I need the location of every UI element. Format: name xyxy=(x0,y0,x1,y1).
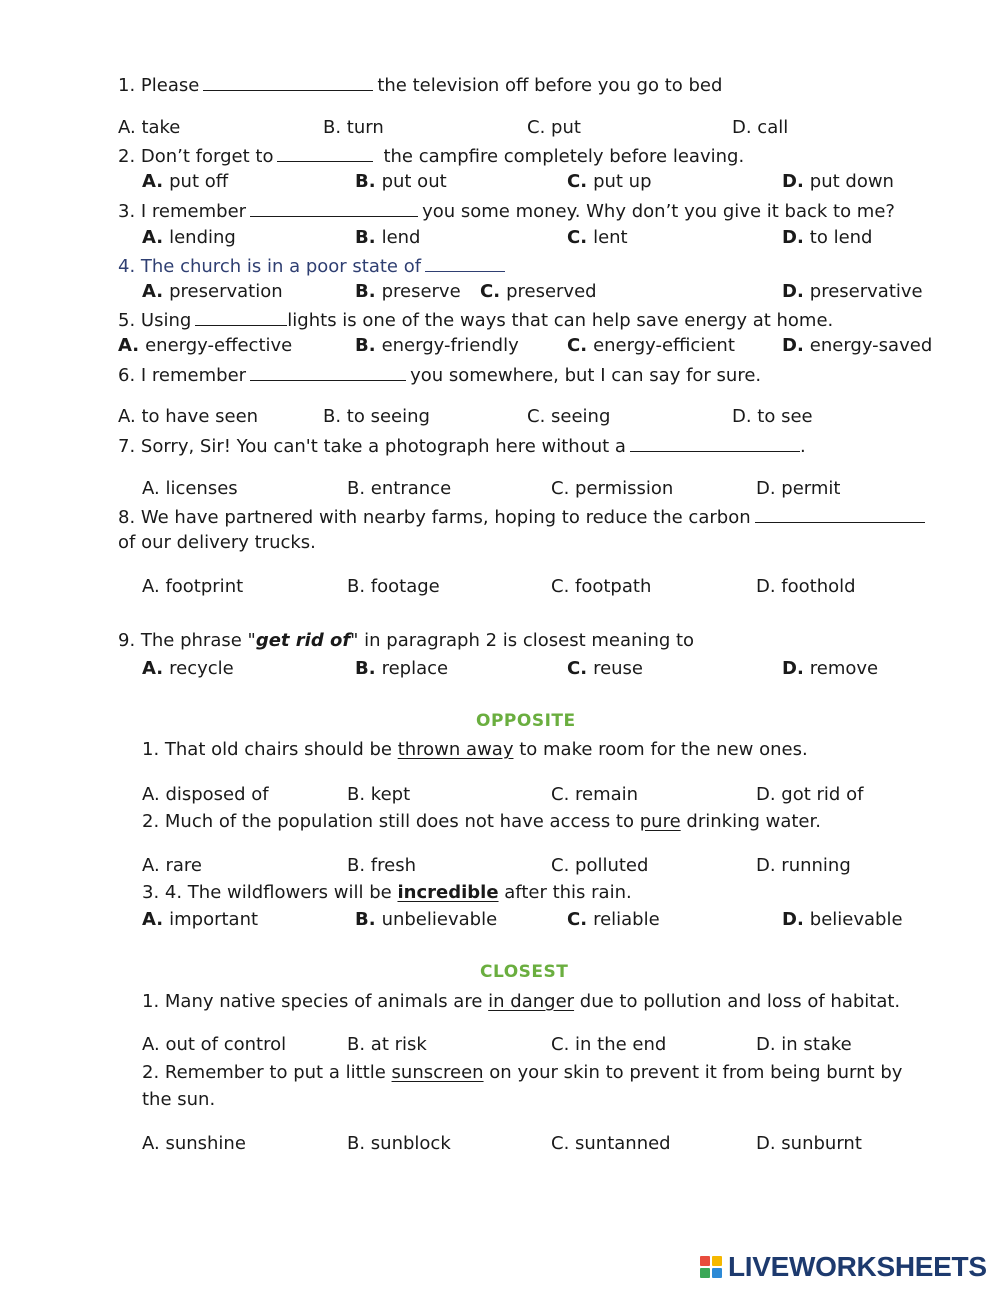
logo-block xyxy=(700,1256,710,1266)
option-a[interactable] xyxy=(142,226,236,250)
option-text: reuse xyxy=(593,658,644,679)
option-letter: A. xyxy=(142,171,164,192)
option-b[interactable]: B. turn xyxy=(323,117,384,138)
closest-question-1 xyxy=(142,990,900,1014)
question-text: 3. 4. The wildflowers will be xyxy=(142,882,392,903)
question-text: 2. Don’t forget to xyxy=(118,146,274,167)
option-b[interactable] xyxy=(355,908,497,932)
option-letter: A. xyxy=(142,281,164,302)
option-text: preserved xyxy=(506,281,597,302)
option-c[interactable] xyxy=(567,657,643,681)
question-text: 9. The phrase " xyxy=(118,630,256,651)
question-text: due to pollution and loss of habitat. xyxy=(579,991,901,1012)
option-d[interactable]: D. foothold xyxy=(756,576,856,597)
option-letter: C. xyxy=(567,227,588,248)
question-text: after this rain. xyxy=(504,882,632,903)
option-letter: B. xyxy=(355,227,376,248)
question-text: " in paragraph 2 is closest meaning to xyxy=(350,630,695,651)
question-text: 1. Please xyxy=(118,75,200,96)
option-a[interactable] xyxy=(142,657,234,681)
underlined-word: pure xyxy=(639,811,681,832)
logo-block xyxy=(712,1268,722,1278)
emphasized-phrase: get rid of xyxy=(255,630,351,651)
option-letter: D. xyxy=(782,281,804,302)
answer-blank[interactable] xyxy=(755,504,925,523)
answer-blank[interactable] xyxy=(425,253,505,272)
logo-text: LIVEWORKSHEETS xyxy=(728,1251,987,1282)
option-text: preservation xyxy=(169,281,283,302)
question-text: 4. The church is in a poor state of xyxy=(118,256,422,277)
question-text: 1. Many native species of animals are xyxy=(142,991,483,1012)
option-letter: D. xyxy=(782,335,804,356)
option-c[interactable] xyxy=(567,170,652,194)
question-text: 1. That old chairs should be xyxy=(142,739,392,760)
option-c[interactable] xyxy=(567,334,735,358)
option-d[interactable]: D. permit xyxy=(756,478,841,499)
option-b[interactable] xyxy=(355,170,447,194)
option-text: put out xyxy=(381,171,447,192)
option-letter: C. xyxy=(567,909,588,930)
option-letter: B. xyxy=(355,658,376,679)
option-d[interactable] xyxy=(782,280,923,304)
option-text: recycle xyxy=(169,658,234,679)
question-text: to make room for the new ones. xyxy=(519,739,808,760)
logo-block xyxy=(700,1268,710,1278)
option-c[interactable] xyxy=(567,226,628,250)
question-text: . xyxy=(799,436,806,457)
section-heading-opposite: OPPOSITE xyxy=(476,711,576,731)
option-d[interactable] xyxy=(782,170,894,194)
question-2 xyxy=(118,143,744,169)
option-text: to lend xyxy=(809,227,873,248)
option-text: lent xyxy=(593,227,628,248)
question-text: 2. Remember to put a little xyxy=(142,1062,386,1083)
option-letter: C. xyxy=(567,335,588,356)
question-text: the campfire completely before leaving. xyxy=(383,146,745,167)
option-c[interactable]: C. footpath xyxy=(551,576,652,597)
opposite-question-2 xyxy=(142,810,821,834)
option-b[interactable]: B. at risk xyxy=(347,1034,427,1055)
option-letter: A. xyxy=(142,227,164,248)
logo-blocks-icon xyxy=(700,1256,722,1278)
option-text: important xyxy=(169,909,259,930)
option-d[interactable] xyxy=(782,226,872,250)
option-c[interactable] xyxy=(480,280,597,304)
question-1 xyxy=(118,72,722,98)
option-d[interactable]: D. call xyxy=(732,117,789,138)
option-c[interactable] xyxy=(567,908,660,932)
option-letter: D. xyxy=(782,227,804,248)
option-letter: D. xyxy=(782,658,804,679)
option-text: energy-efficient xyxy=(593,335,735,356)
option-b[interactable] xyxy=(355,334,519,358)
option-a[interactable]: A. out of control xyxy=(142,1034,287,1055)
question-8-line-2: of our delivery trucks. xyxy=(118,532,316,553)
option-text: energy-effective xyxy=(145,335,293,356)
option-c[interactable]: C. permission xyxy=(551,478,674,499)
option-b[interactable]: B. footage xyxy=(347,576,440,597)
question-text: 8. We have partnered with nearby farms, hoping to reduce the carbon xyxy=(118,507,751,528)
option-b[interactable]: B. to seeing xyxy=(323,406,430,427)
option-a[interactable]: A. footprint xyxy=(142,576,244,597)
option-text: energy-friendly xyxy=(381,335,519,356)
option-letter: B. xyxy=(355,335,376,356)
opposite-question-3 xyxy=(142,881,632,905)
option-d[interactable] xyxy=(782,334,932,358)
option-text: unbelievable xyxy=(381,909,498,930)
option-d[interactable]: D. sunburnt xyxy=(756,1133,862,1154)
option-letter: A. xyxy=(142,658,164,679)
option-letter: C. xyxy=(567,658,588,679)
option-text: lending xyxy=(169,227,236,248)
option-text: preservative xyxy=(809,281,923,302)
section-heading-closest: CLOSEST xyxy=(480,962,569,982)
question-text: you somewhere, but I can say for sure. xyxy=(410,365,762,386)
option-b[interactable] xyxy=(355,280,461,304)
closest-question-2-line-2: the sun. xyxy=(142,1089,216,1110)
question-text: you some money. Why don’t you give it back to me? xyxy=(422,201,895,222)
question-text: 7. Sorry, Sir! You can't take a photograph here without a xyxy=(118,436,626,457)
underlined-word: incredible xyxy=(397,882,499,903)
answer-blank[interactable] xyxy=(250,198,418,217)
option-d[interactable] xyxy=(782,657,878,681)
option-letter: D. xyxy=(782,171,804,192)
option-c[interactable]: C. seeing xyxy=(527,406,611,427)
option-text: remove xyxy=(809,658,879,679)
option-text: put up xyxy=(593,171,652,192)
question-text: the television off before you go to bed xyxy=(377,75,723,96)
option-a[interactable] xyxy=(142,908,258,932)
option-letter: A. xyxy=(142,909,164,930)
closest-question-2 xyxy=(142,1061,902,1085)
question-5 xyxy=(118,307,833,333)
option-letter: C. xyxy=(480,281,501,302)
option-d[interactable] xyxy=(782,908,903,932)
option-b[interactable]: B. entrance xyxy=(347,478,452,499)
option-c[interactable]: C. in the end xyxy=(551,1034,667,1055)
option-c[interactable]: C. remain xyxy=(551,784,639,805)
question-3 xyxy=(118,198,895,224)
option-text: believable xyxy=(809,909,903,930)
answer-blank[interactable] xyxy=(277,143,373,162)
option-d[interactable]: D. to see xyxy=(732,406,813,427)
option-a[interactable]: A. rare xyxy=(142,855,202,876)
logo-block xyxy=(712,1256,722,1266)
option-b[interactable]: B. fresh xyxy=(347,855,416,876)
option-text: lend xyxy=(381,227,421,248)
option-b[interactable] xyxy=(355,226,420,250)
option-text: put down xyxy=(809,171,894,192)
option-c[interactable]: C. suntanned xyxy=(551,1133,671,1154)
option-text: preserve xyxy=(381,281,461,302)
option-c[interactable]: C. put xyxy=(527,117,581,138)
answer-blank[interactable] xyxy=(630,433,800,452)
question-4 xyxy=(118,253,509,279)
option-b[interactable] xyxy=(355,657,448,681)
option-letter: D. xyxy=(782,909,804,930)
question-text: drinking water. xyxy=(686,811,821,832)
option-letter: B. xyxy=(355,171,376,192)
option-a[interactable]: A. take xyxy=(118,117,181,138)
question-text: 5. Using xyxy=(118,310,192,331)
question-text: 6. I remember xyxy=(118,365,247,386)
question-text: lights is one of the ways that can help save energy at home. xyxy=(287,310,834,331)
question-text: 2. Much of the population still does not have access to xyxy=(142,811,635,832)
option-d[interactable]: D. in stake xyxy=(756,1034,852,1055)
option-a[interactable]: A. disposed of xyxy=(142,784,269,805)
option-letter: C. xyxy=(567,171,588,192)
option-c[interactable]: C. polluted xyxy=(551,855,649,876)
question-text: on your skin to prevent it from being burnt by xyxy=(489,1062,903,1083)
option-d[interactable]: D. got rid of xyxy=(756,784,864,805)
answer-blank[interactable] xyxy=(203,72,373,91)
opposite-question-1 xyxy=(142,738,808,762)
option-a[interactable]: A. licenses xyxy=(142,478,238,499)
option-a[interactable] xyxy=(142,280,283,304)
question-6 xyxy=(118,362,761,388)
option-text: reliable xyxy=(593,909,660,930)
option-letter: B. xyxy=(355,281,376,302)
option-text: put off xyxy=(169,171,229,192)
option-a[interactable]: A. sunshine xyxy=(142,1133,246,1154)
underlined-word: in danger xyxy=(488,991,575,1012)
answer-blank[interactable] xyxy=(195,307,287,326)
option-letter: A. xyxy=(118,335,140,356)
underlined-word: thrown away xyxy=(397,739,514,760)
option-a[interactable]: A. to have seen xyxy=(118,406,259,427)
question-9 xyxy=(118,629,694,653)
option-letter: B. xyxy=(355,909,376,930)
option-b[interactable]: B. sunblock xyxy=(347,1133,451,1154)
option-text: energy-saved xyxy=(809,335,933,356)
answer-blank[interactable] xyxy=(250,362,406,381)
option-a[interactable] xyxy=(142,170,228,194)
liveworksheets-logo xyxy=(700,1251,987,1283)
option-b[interactable]: B. kept xyxy=(347,784,411,805)
question-8 xyxy=(118,504,929,530)
option-d[interactable]: D. running xyxy=(756,855,851,876)
option-text: replace xyxy=(381,658,449,679)
option-a[interactable] xyxy=(118,334,292,358)
underlined-word: sunscreen xyxy=(391,1062,484,1083)
question-text: 3. I remember xyxy=(118,201,247,222)
question-7 xyxy=(118,433,806,459)
